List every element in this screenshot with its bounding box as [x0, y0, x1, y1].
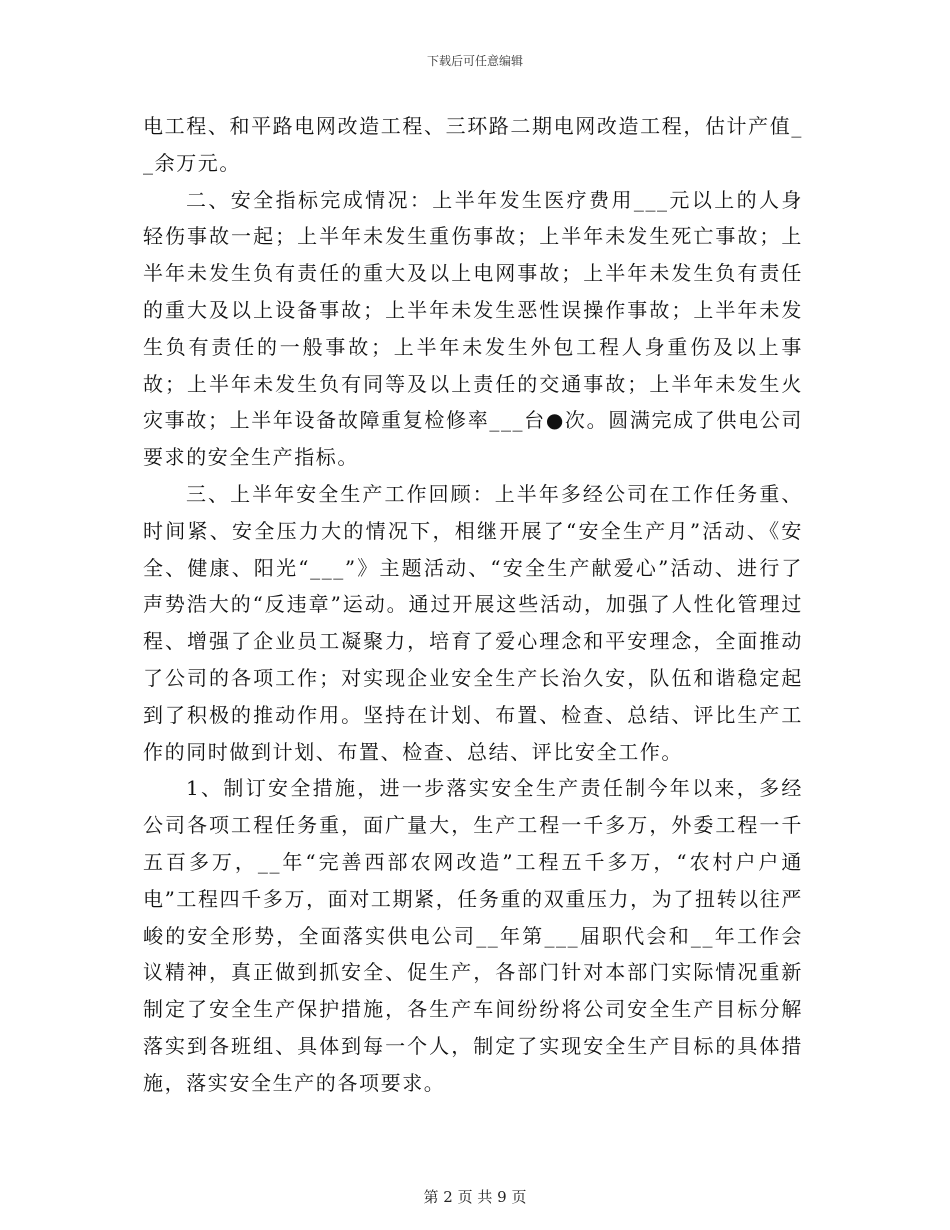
- paragraph-safety-review: 三、上半年安全生产工作回顾：上半年多经公司在工作任务重、时间紧、安全压力大的情况下，相继开展了“安全生产月”活动、《安全、健康、阳光“___”》主题活动、“安全生产献爱心”活动、进行了声势浩大的“反违章”运动。通过开展这些活动，加强了人性化管理过程、增强了企业员工凝聚力，培育了爱心理念和平安理念，全面推动了公司的各项工作；对实现企业安全生产长治久安，队伍和谐稳定起到了积极的推动作用。坚持在计划、布置、检查、总结、评比生产工作的同时做到计划、布置、检查、总结、评比安全工作。: [143, 481, 803, 764]
- paragraph-safety-measures: 1、制订安全措施，进一步落实安全生产责任制今年以来，多经公司各项工程任务重，面广量大，生产工程一千多万，外委工程一千五百多万，__年“完善西部农网改造”工程五千多万，“农村户户通电”工程四千多万，面对工期紧，任务重的双重压力，为了扭转以往严峻的安全形势，全面落实供电公司__年第___届职代会和__年工作会议精神，真正做到抓安全、促生产，各部门针对本部门实际情况重新制定了安全生产保护措施，各生产车间纷纷将公司安全生产目标分解落实到各班组、具体到每一个人，制定了实现安全生产目标的具体措施，落实安全生产的各项要求。: [143, 776, 803, 1095]
- paragraph-safety-indicators: 二、安全指标完成情况：上半年发生医疗费用___元以上的人身轻伤事故一起；上半年未发生重伤事故；上半年未发生死亡事故；上半年未发生负有责任的重大及以上电网事故；上半年未发生负有责任的重大及以上设备事故；上半年未发生恶性误操作事故；上半年未发生负有责任的一般事故；上半年未发生外包工程人身重伤及以上事故；上半年未发生负有同等及以上责任的交通事故；上半年未发生火灾事故；上半年设备故障重复检修率___台●次。圆满完成了供电公司要求的安全生产指标。: [143, 187, 803, 470]
- page-number: 第 2 页 共 9 页: [423, 1188, 527, 1206]
- paragraph-project-output: 电工程、和平路电网改造工程、三环路二期电网改造工程，估计产值__余万元。: [143, 114, 803, 175]
- document-body: [143, 108, 803, 1102]
- page-header: 下载后可任意编辑: [426, 54, 523, 68]
